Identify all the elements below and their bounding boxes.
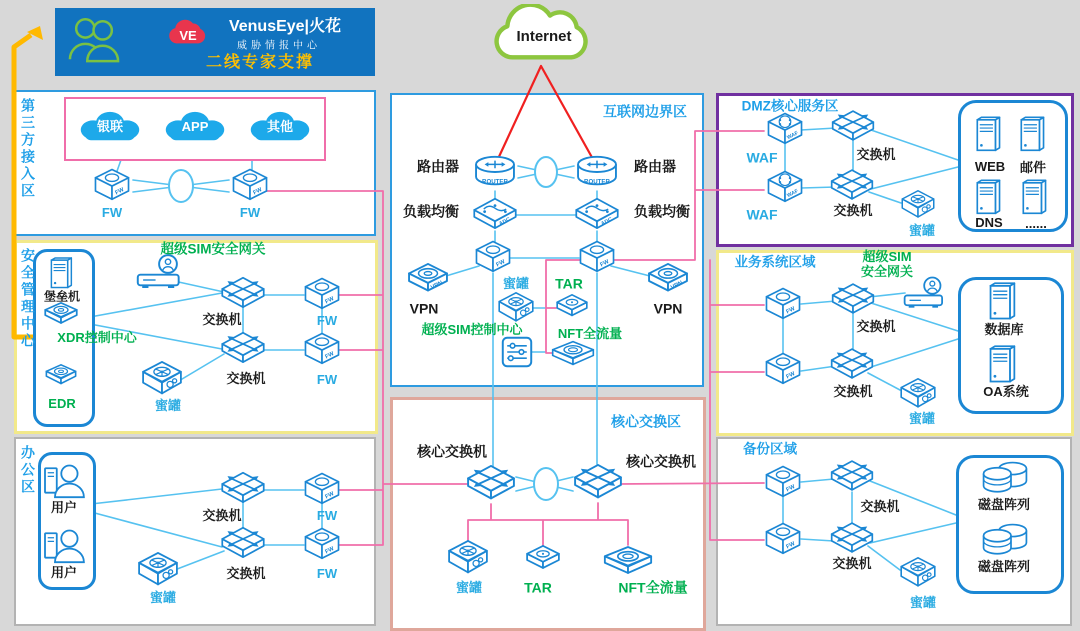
server-icon [1020, 176, 1048, 216]
honeypot-icon [446, 540, 490, 576]
nft-icon [603, 545, 653, 575]
waf-icon [764, 111, 806, 149]
oa-server-icon [987, 342, 1017, 384]
zone-internet-edge [390, 93, 704, 387]
bastion-host-label: 堡垒机 [43, 289, 81, 304]
cloud-label: APP [181, 118, 209, 134]
disk-array-label: 磁盘阵列 [977, 558, 1031, 574]
switch-icon [830, 168, 874, 206]
sim-gateway-icon [136, 253, 184, 291]
honeypot-label: 蜜罐 [455, 579, 483, 595]
switch-label: 交换机 [860, 498, 900, 514]
load-balancer-icon [574, 197, 620, 235]
edr-label: EDR [48, 395, 76, 411]
honeypot-icon [496, 292, 536, 324]
switch-label: 交换机 [832, 555, 872, 571]
vpn-icon [407, 263, 449, 299]
honeypot-icon [898, 378, 938, 410]
sim-gateway-label-line1: 超级SIM [862, 248, 912, 264]
bastion-host-icon [48, 255, 74, 289]
tar-icon [555, 294, 589, 322]
honeypot-icon [136, 552, 180, 588]
switch-label: 交换机 [202, 311, 242, 327]
fw-label: FW [316, 312, 338, 328]
fw-icon [229, 167, 271, 205]
router-label: 路由器 [634, 158, 676, 175]
router-label: 路由器 [417, 158, 459, 175]
user-icon [42, 461, 86, 499]
vpn-label: VPN [409, 300, 439, 317]
sim-gateway-icon [903, 275, 947, 311]
router-icon [574, 154, 620, 190]
fw-icon [762, 521, 804, 559]
server-label: ...... [1025, 215, 1047, 231]
switch-label: 交换机 [833, 383, 873, 399]
nft-label: NFT全流量 [618, 579, 688, 596]
zone-title-core: 核心交换区 [611, 413, 681, 430]
sim-gateway-label-line2: 安全网关 [860, 263, 914, 279]
server-icon [974, 113, 1002, 153]
load-balancer-label: 负载均衡 [403, 203, 459, 220]
internet-label: Internet [516, 27, 572, 45]
fw-label: FW [316, 371, 338, 387]
switch-icon [220, 331, 266, 369]
fw-icon [762, 351, 804, 389]
switch-icon [830, 459, 874, 497]
disk-array-label: 磁盘阵列 [977, 496, 1031, 512]
router-icon [472, 154, 518, 190]
load-balancer-icon [472, 197, 518, 235]
tar-label: TAR [555, 275, 583, 292]
honeypot-label: 蜜罐 [154, 397, 182, 413]
switch-icon [830, 347, 874, 385]
cloud-label: 其他 [266, 118, 294, 134]
fw-icon [302, 276, 342, 314]
xdr-icon [43, 302, 79, 330]
venuseye-logo-monogram: VE [179, 27, 197, 43]
fw-label: FW [316, 507, 338, 523]
switch-icon [831, 282, 875, 320]
zone-title-dmz: DMZ核心服务区 [741, 98, 839, 114]
zone-title-internet-edge: 互联网边界区 [603, 103, 687, 120]
core-switch-icon [572, 463, 624, 505]
zone-title-office: 办公区 [20, 445, 36, 496]
sim-control-label: 超级SIM控制中心 [421, 321, 523, 337]
zone-title-backup: 备份区域 [743, 441, 797, 457]
waf-icon [764, 169, 806, 207]
fw-icon [762, 464, 804, 502]
switch-label: 交换机 [833, 202, 873, 218]
switch-label: 交换机 [226, 565, 266, 581]
honeypot-label: 蜜罐 [149, 589, 177, 605]
honeypot-label: 蜜罐 [908, 410, 936, 426]
edr-icon [43, 364, 79, 390]
load-balancer-label: 负载均衡 [634, 203, 690, 220]
two-users-icon [65, 14, 123, 66]
vpn-label: VPN [653, 300, 683, 317]
fw-icon [577, 239, 617, 277]
waf-label: WAF [746, 149, 778, 166]
core-switch-label: 核心交换机 [626, 453, 696, 470]
fw-icon [91, 167, 133, 205]
zone-core-switch [390, 397, 706, 631]
disk-array-icon [978, 522, 1032, 558]
fw-label: FW [101, 204, 123, 220]
oa-label: OA系统 [983, 383, 1029, 399]
server-label: 邮件 [1019, 159, 1047, 175]
xdr-label: XDR控制中心 [57, 329, 137, 345]
user-label: 用户 [50, 499, 78, 515]
waf-label: WAF [746, 206, 778, 223]
database-server-icon [987, 279, 1017, 321]
zone-title-third-party: 第三方接入区 [20, 98, 36, 200]
honeypot-icon [899, 190, 937, 220]
fw-icon [302, 331, 342, 369]
cloud-label: 银联 [96, 118, 124, 134]
switch-label: 交换机 [856, 318, 896, 334]
switch-icon [220, 276, 266, 314]
nft-icon [551, 340, 595, 366]
vpn-icon [647, 263, 689, 299]
user-icon [42, 526, 86, 564]
nft-label: NFT全流量 [557, 325, 623, 341]
sim-control-icon [501, 336, 533, 368]
disk-array-icon [978, 460, 1032, 496]
switch-label: 交换机 [226, 370, 266, 386]
switch-label: 交换机 [856, 146, 896, 162]
server-icon [1018, 113, 1046, 153]
venuseye-logo-text: VenusEye|火花 [228, 18, 342, 36]
honeypot-icon [898, 557, 938, 589]
honeypot-label: 蜜罐 [909, 594, 937, 610]
switch-icon [220, 526, 266, 564]
switch-icon [831, 109, 875, 147]
honeypot-label: 蜜罐 [908, 222, 936, 238]
tar-label: TAR [524, 579, 552, 596]
switch-icon [830, 521, 874, 559]
server-label: WEB [974, 158, 1006, 174]
fw-icon [762, 286, 804, 324]
zone-title-business: 业务系统区域 [734, 254, 816, 270]
switch-icon [220, 471, 266, 509]
server-label: DNS [975, 214, 1003, 230]
zone-title-security-mgmt: 安全管理中心 [20, 248, 36, 350]
honeypot-label: 蜜罐 [502, 275, 530, 291]
fw-label: FW [316, 565, 338, 581]
switch-label: 交换机 [202, 507, 242, 523]
fw-label: FW [239, 204, 261, 220]
fw-icon [302, 471, 342, 509]
database-label: 数据库 [984, 321, 1024, 337]
sim-gateway-label: 超级SIM安全网关 [160, 241, 266, 257]
tar-icon [525, 545, 561, 575]
fw-icon [473, 239, 513, 277]
venuseye-logo-subtitle: 威胁情报中心 [237, 40, 321, 52]
core-switch-icon [465, 464, 517, 506]
banner-text: 二线专家支撑 [205, 54, 315, 72]
core-switch-label: 核心交换机 [417, 443, 487, 460]
server-icon [974, 176, 1002, 216]
expert-support-banner [55, 8, 375, 76]
honeypot-icon [140, 361, 184, 397]
user-label: 用户 [50, 564, 78, 580]
fw-icon [302, 526, 342, 564]
